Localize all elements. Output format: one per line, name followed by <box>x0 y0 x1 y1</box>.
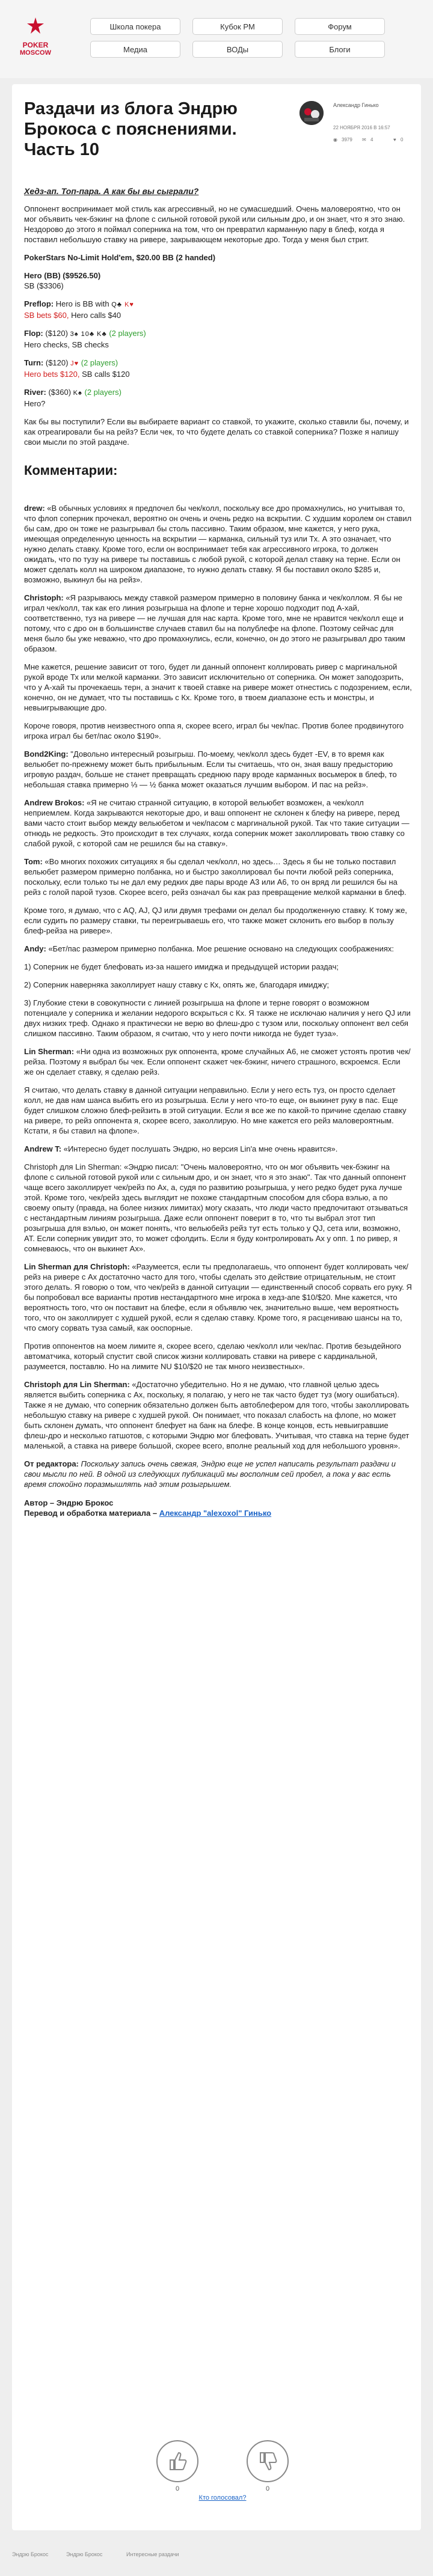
flop-action: Hero checks, SB checks <box>24 340 109 349</box>
playing-card: K♣ <box>97 331 107 338</box>
comment-text: «Я не считаю странной ситуацию, в которой вельюбет возможен, а чек/колл неприемлем. Когда закрываются некоторые дро, и ваш оппонент не склонен к блефу на ривере, перед вами часто стоит выбор между вельюбетом и чек/пасом с маргинальной рукой. Так что такие ситуации — отнюдь не редкость. Это происходит в тех случаях, когда соперник может заколлировать твою ставку со слабой рукой, с которой сам не решился бы на ставку». <box>24 798 410 848</box>
post-date: 22 НОЯБРЯ 2016 В 16:57 <box>333 125 390 130</box>
playing-card: K♠ <box>73 389 82 397</box>
translator-credit-label: Перевод и обработка материала – <box>24 1509 159 1518</box>
sb-stack: SB ($3306) <box>24 281 64 290</box>
comment-text: Короче говоря, против неизвестного оппа я, скорее всего, играл бы чек/пас. Против более продвинутого игрока играл бы бет/пас около $190». <box>24 721 404 740</box>
post-meta <box>333 137 411 145</box>
comment-paragraph <box>24 749 412 790</box>
vote-down-button[interactable] <box>247 2440 289 2482</box>
editor-label: От редактора: <box>24 1459 79 1468</box>
comment-paragraph <box>24 1046 412 1077</box>
comment-text: Против оппонентов на моем лимите я, скорее всего, сделаю чек/колл или чек/пас. Против безыдейного автоматчика, который спустит свой список жизни коллировать ставки на ривере с кардинальной, разумеется, поставлю. Но на лимите NU $10/$20 не так много неизвестных». <box>24 1341 402 1371</box>
comment-paragraph <box>24 905 412 936</box>
players-block <box>24 270 412 291</box>
flop-label: Flop: <box>24 329 43 338</box>
playing-card: K♥ <box>124 301 134 308</box>
tag-link[interactable]: Интересные раздачи <box>126 2551 179 2557</box>
comment-text: «Во многих похожих ситуациях я бы сделал чек/колл, но здесь… Здесь я бы не только поставил вельюбет размером примерно полбанка, но и быстро заколлировал бы почти любой рейз соперника, поскольку, если только ты не дал ему редких две пары вроде А3 или А6, то он вряд ли решился бы на рейз с голой парой тузов. Скорее всего, рейз означал бы как раз превращение мелкой карманки в блеф. <box>24 857 407 897</box>
preflop-label: Preflop: <box>24 299 54 308</box>
comment-text: «Я разрываюсь между ставкой размером примерно в половину банка и чек/коллом. Я бы не играл чек/колл, так как его линия розыгрыша на флопе и терне хорошо подходит под А-хай, соответственно, туз на ривере — не лучшая для нас карта. Кроме того, мне не нравится чек/колл еще и потому, что с дро он в большинстве случаев ставил бы на полублефе на флопе. Поэтому сейчас для меня было бы уже неважно, что дро промахнулись, если, конечно, он до этого не разыгрывал дро таким образом. <box>24 593 405 653</box>
comment-text: Christoph для Lin Sherman: «Эндрю писал: "Очень маловероятно, что он мог объявить чек-бэкинг на флопе с сильной готовой рукой или с сильным дро, и он знает, что я это знаю". Так что данный оппонент чаще всего заколлирует чек/рейз по Ах, а, судя по развитию розыгрыша, у него редко будет рука лучше этой. Кроме того, чек/рейз здесь выглядит не похоже стандартным способом для сбора вэлью, а по своему опыту (правда, на более низких лимитах) могу сказать, что люди часто предпочитают отзываться с нестандартным линиям розыгрыша. Даже если оппонент поверит в то, что ты выбрал этот тип розыгрыша для вэлью, он может понять, что вельюбейз рейз тут есть только у QJ, сета или, возможно, AT. Если соперник увидит это, то может сфолдить. Если я буду контролировать Ах у опп. 1 по ривер, я сомневаюсь, что он выкинет Ах». <box>24 1162 408 1253</box>
comment-text: Я считаю, что делать ставку в данной ситуации неправильно. Если у него есть туз, он просто сделает колл, не дав нам шанса выбить его из розыгрыша. Если у него что-то еще, он выкинет руку в пас. Еще будет слишком сложно блеф-рейзить в этой ситуации. Если я все же по какой-то причине сделаю ставку на ривере, то рейз оппонента я, скорее всего, заколлирую. Но мне кажется его рейз маловероятным. Кстати, я бы ставил на флопе». <box>24 1085 407 1135</box>
comment-paragraph <box>24 593 412 654</box>
river-cards <box>73 389 82 397</box>
article-body <box>24 186 412 1526</box>
site-logo[interactable] <box>12 15 59 72</box>
river-players: (2 players) <box>84 388 121 397</box>
river-block <box>24 387 412 409</box>
turn-sb-action: SB calls $120 <box>79 370 130 379</box>
river-pot: ($360) <box>46 388 73 397</box>
turn-block <box>24 358 412 379</box>
logo-text-top: POKER <box>22 41 49 49</box>
comment-paragraph <box>24 798 412 849</box>
vote-block <box>132 2440 313 2506</box>
nav-vods[interactable]: ВОДы <box>192 41 283 58</box>
article-card <box>12 84 421 2530</box>
comment-author: Christoph: <box>24 593 64 602</box>
comment-paragraph <box>24 1262 412 1333</box>
turn-pot: ($120) <box>43 358 71 367</box>
credits <box>24 1498 412 1518</box>
comment-paragraph <box>24 662 412 713</box>
comment-author: Lin Sherman: <box>24 1047 75 1056</box>
preflop-cards <box>111 301 134 308</box>
comment-author: Tom: <box>24 857 43 866</box>
preflop-text: Hero is BB with <box>54 299 112 308</box>
logo-text-bottom: MOSCOW <box>20 49 51 56</box>
turn-hero-action: Hero bets $120, <box>24 370 80 379</box>
comment-text: «Интересно будет послушать Эндрю, но версия Lin'а мне очень нравится». <box>61 1144 338 1153</box>
comments-list <box>24 503 412 1451</box>
comment-paragraph <box>24 998 412 1039</box>
nav-media[interactable]: Медиа <box>90 41 180 58</box>
comments-heading: Комментарии: <box>24 463 118 478</box>
question-paragraph: Как бы вы поступили? Если вы выбираете вариант со ставкой, то укажите, сколько ставили бы, почему, и как отреагировали бы на рейз? Если чек, то что будете делать со ставкой соперника? Позже я напишу свои мысли по этой раздаче. <box>24 417 409 447</box>
comment-text: «Бет/пас размером примерно полбанка. Мое решение основано на следующих соображениях: <box>46 944 395 953</box>
preflop-block <box>24 299 412 320</box>
comment-paragraph <box>24 1379 412 1451</box>
comment-paragraph <box>24 1162 412 1254</box>
comment-author: Bond2King: <box>24 749 69 758</box>
author-name[interactable]: Александр Гинько <box>333 102 379 108</box>
editor-note <box>24 1459 412 1489</box>
comment-paragraph <box>24 962 412 972</box>
article-lead: Хедз-ап. Топ-пара. А как бы вы сыграли? <box>24 186 199 196</box>
article-title: Раздачи из блога Эндрю Брокоса с пояснениями. Часть 10 <box>24 99 238 159</box>
playing-card: 3♠ <box>70 331 79 338</box>
flop-pot: ($120) <box>43 329 70 338</box>
turn-cards <box>70 360 79 367</box>
tag-link[interactable]: Эндрю Брокос <box>66 2551 103 2557</box>
nav-forum[interactable]: Форум <box>295 18 385 35</box>
avatar[interactable] <box>299 101 324 125</box>
comment-text: «Достаточно убедительно. Но я не думаю, что главной целью здесь является выбить соперника с Ах, поскольку, я полагаю, у него не так часто будет туз (могу ошибаться). Также я не думаю, что соперник обязательно должен быть автоблефером для того, чтобы заколлировать небольшую ставку на ривере с худшей рукой. Он понимает, что показал слабость на флопе, но может быть склонен думать, что оппонент блефует на банк на блефе. В конце концов, есть невыигравшие флеш-дро и несколько гатшотов, с которыми Эндрю мог блефовать. Учитывая, что ставка на терне будет маленькой, а ставка на ривере большой, скорее всего, вполне реальный ход для небольшого уровня». <box>24 1380 410 1450</box>
comment-author: drew: <box>24 504 45 513</box>
author-credit-label: Автор – <box>24 1498 57 1507</box>
comment-icon: ✉ <box>362 137 366 142</box>
nav-pm-cup[interactable]: Кубок PM <box>192 18 283 35</box>
comment-text: Мне кажется, решение зависит от того, будет ли данный оппонент коллировать ривер с маргинальной рукой вроде Тх или мелкой карманки. Это зависит исключительно от соперника. Он может заподозрить, что у А-хай ты прочекаешь терн, а значит к твоей ставке на ривере может отнестись с подозрением, если, конечно, он не думает, что ты поставишь с Кх. Кроме того, в твоем диапазоне есть и монстры, и невыигрывающие дро. <box>24 662 412 712</box>
comment-text: Кроме того, я думаю, что с AQ, AJ, QJ или двумя трефами он делал бы продолженную ставку. К тому же, если судить по размеру ставки, ты переигрываешь его, что также может склонить его выбор в пользу блеф-рейза на ривере». <box>24 906 407 935</box>
turn-players: (2 players) <box>81 358 118 367</box>
comment-text: «Ни одна из возможных рук оппонента, кроме случайных А6, не сможет устоять против чек/рейза. Поэтому я выбрал бы чек. Если оппонент скажет чек-бэкинг, ничего страшного, вскроемся. Если же он сделает ставку, я сделаю рейз. <box>24 1047 411 1076</box>
comment-author: Andrew T: <box>24 1144 62 1153</box>
playing-card: J♥ <box>70 360 79 367</box>
hero-stack: Hero (BB) ($9526.50) <box>24 271 101 280</box>
thumb-up-icon <box>167 2450 188 2472</box>
river-label: River: <box>24 388 46 397</box>
vote-up-count: 0 <box>176 2485 180 2492</box>
playing-card: Q♣ <box>111 301 122 308</box>
editor-text: Поскольку запись очень свежая, Эндрю еще не успел написать результат раздачи и свои мысли по ней. В одной из следующих публикаций мы восполним сей пробел, а пока у вас есть время спокойно поразмышлять над этим розыгрышем. <box>24 1459 396 1489</box>
views-count: 3979 <box>342 137 352 142</box>
comment-text: 3) Глубокие стеки в совокупности с линией розыгрыша на флопе и терне говорят о возможном потенциале у соперника и желании недорого вскрыться с Кх. Я также не исключаю наличия у него QJ или двух низких треф. Однако я практически не верю во флеш-дро с тузом или, поскольку оппонент вел себя слишком пассивно. Таким образом, я считаю, что у него почти никогда не будет туза». <box>24 998 411 1038</box>
comment-author: Christoph для Lin Sherman: <box>24 1380 130 1389</box>
flop-block <box>24 328 412 350</box>
comment-text: 1) Соперник не будет блефовать из-за нашего имиджа и предыдущей истории раздач; <box>24 962 339 971</box>
turn-label: Turn: <box>24 358 44 367</box>
preflop-hero-action: Hero calls $40 <box>69 311 121 320</box>
comment-paragraph <box>24 503 412 585</box>
cards-logo-icon <box>23 15 48 39</box>
comment-paragraph <box>24 944 412 954</box>
vote-up-button[interactable] <box>156 2440 198 2482</box>
comment-author: Lin Sherman для Christoph: <box>24 1262 130 1271</box>
likes-count: 0 <box>401 137 404 142</box>
comment-paragraph <box>24 1144 412 1154</box>
avatar-image-icon <box>299 101 324 125</box>
comment-text: «В обычных условиях я предпочел бы чек/колл, поскольку все дро промахнулись, но учитывая то, что флоп соперник прочекал, вероятно он очень и очень редко на вскрытии. С худшим королем он ставил бы сам, дро он тоже не разыгрывал бы столь пассивно. Таким образом, мне кажется, у него рука, имеющая определенную ценность на вскрытии — карманка, сильный туз или Тх. А это означает, что нужно делать ставку. Кроме того, если он воспринимает тебя как агрессивного игрока, то должен ожидать, что по тузу на ривере ты поставишь с любой рукой, с которой делал ставку на терне. Если он может сделать колл на широком диапазоне, то нужно делать ставку. Я бы поставил около $285 и, возможно, выкинул бы на рейз». <box>24 504 412 584</box>
tag-link[interactable]: Эндрю Брокос <box>12 2551 49 2557</box>
nav-blogs[interactable]: Блоги <box>295 41 385 58</box>
comment-text: 2) Соперник наверняка заколлирует нашу ставку с Кх, опять же, благодаря имиджу; <box>24 980 330 989</box>
flop-cards <box>70 331 107 338</box>
comment-paragraph <box>24 721 412 741</box>
comment-author: Andrew Brokos: <box>24 798 85 807</box>
comment-paragraph <box>24 980 412 990</box>
game-line: PokerStars No-Limit Hold'em, $20.00 BB (2 handed) <box>24 253 216 262</box>
nav-poker-school[interactable]: Школа покера <box>90 18 180 35</box>
eye-icon: ◉ <box>333 137 337 142</box>
who-voted-link[interactable]: Кто голосовал? <box>198 2494 247 2501</box>
comments-count: 4 <box>370 137 373 142</box>
heart-icon: ♥ <box>393 137 396 142</box>
translator-credit-link[interactable]: Александр "alexoxol" Гинько <box>159 1509 272 1518</box>
comment-paragraph <box>24 1341 412 1372</box>
author-credit-name: Эндрю Брокос <box>56 1498 114 1507</box>
playing-card: 10♣ <box>81 331 95 338</box>
comment-text: "Довольно интересный розыгрыш. По-моему, чек/колл здесь будет -EV, в то время как вельюбет по-прежнему может быть прибыльным. Если ты считаешь, что он, зная вашу предысторию игровую раздач, больше не станет превращать среднюю пару вроде карманных восьмерок в блеф, то небольшая ставка примерно ⅓ — ½ банка может оказаться лучшим выбором. И пас на рейз». <box>24 749 397 789</box>
river-action: Hero? <box>24 399 46 408</box>
thumb-down-icon <box>257 2450 278 2472</box>
comment-text: «Разумеется, если ты предполагаешь, что оппонент будет коллировать чек/рейз на ривере с Ах достаточно часто для того, чтобы сделать это действие отрицательным, не стоит этого делать. Я говорю о том, что чек/рейз в данной ситуации — единственный способ сорвать его руку. Я бы попробовал все варианты против нестандартного мне игрока в хедз-апе $10/$20. Мне кажется, что вероятность того, что он поставит на блефе, если я объявлю чек, значительно выше, чем вероятность того, что он заколлирует с худшей рукой, если я сделаю ставку. Кроме того, я расцениваю шансы на то, что смогу сорвать туза самый, как ооспорные. <box>24 1262 412 1332</box>
comment-paragraph <box>24 1085 412 1136</box>
flop-players: (2 players) <box>109 329 146 338</box>
comment-paragraph <box>24 856 412 897</box>
vote-down-count: 0 <box>266 2485 270 2492</box>
comment-author: Andy: <box>24 944 46 953</box>
preflop-sb-action: SB bets $60, <box>24 311 69 320</box>
intro-paragraph: Оппонент воспринимает мой стиль как агрессивный, но не сумасшедший. Очень маловероятно, что он мог объявить чек-бэкинг на флопе с сильной готовой рукой или сильным дро, и он знает, что я это знаю. Нездорово до этого я поймал соперника на том, что он превратил карманную пару в блеф, когда я поставил небольшую ставку на ривере, закрывающем некоторые дро. Тогда у меня был стрит. <box>24 204 405 244</box>
site-header <box>0 0 433 78</box>
